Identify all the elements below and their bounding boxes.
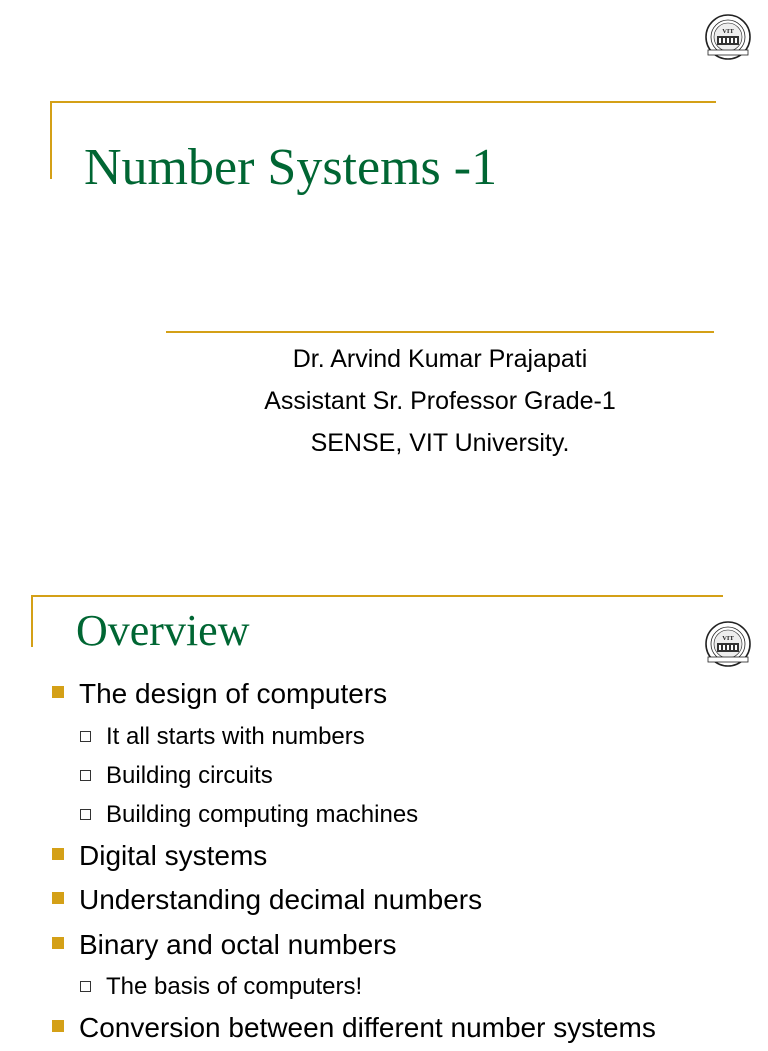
author-block: [166, 338, 714, 464]
sub-bullet-item: [0, 967, 768, 1006]
square-bullet-icon: [52, 937, 64, 949]
svg-text:VIT: VIT: [722, 635, 734, 642]
square-bullet-icon: [52, 848, 64, 860]
sub-bullet-text: Building circuits: [106, 761, 273, 789]
hollow-square-bullet-icon: [80, 731, 91, 742]
hollow-square-bullet-icon: [80, 981, 91, 992]
author-rule: [166, 331, 714, 333]
bullet-list: [0, 672, 768, 1051]
author-name: Dr. Arvind Kumar Prajapati: [292, 345, 588, 373]
author-position: Assistant Sr. Professor Grade-1: [264, 387, 616, 415]
hollow-square-bullet-icon: [80, 809, 91, 820]
author-affiliation: SENSE, VIT University.: [310, 429, 570, 457]
sub-bullet-text: It all starts with numbers: [106, 722, 365, 750]
square-bullet-icon: [52, 1020, 64, 1032]
bullet-item: [0, 923, 768, 968]
vit-logo-icon: [704, 620, 752, 668]
overview-slide: [0, 576, 768, 1043]
vit-logo-icon: [704, 13, 752, 61]
svg-text:VIT: VIT: [722, 28, 734, 35]
sub-bullet-text: Building computing machines: [106, 800, 419, 828]
overview-top-rule: [31, 595, 723, 597]
sub-bullet-item: [0, 795, 768, 834]
presentation-title: Number Systems -1: [84, 139, 498, 196]
bullet-item: [0, 878, 768, 923]
bullet-item: [0, 834, 768, 879]
bullet-text: Conversion between different number systems: [79, 1012, 656, 1043]
bullet-item: [0, 1006, 768, 1051]
bullet-text: Binary and octal numbers: [79, 928, 397, 960]
overview-left-rule: [31, 595, 33, 647]
sub-bullet-item: [0, 756, 768, 795]
title-top-rule: [50, 101, 716, 103]
sub-bullet-item: [0, 717, 768, 756]
sub-bullet-text: The basis of computers!: [106, 973, 363, 1000]
square-bullet-icon: [52, 686, 64, 698]
slide-title: Overview: [76, 606, 250, 655]
square-bullet-icon: [52, 892, 64, 904]
bullet-text: Understanding decimal numbers: [79, 884, 483, 915]
bullet-item: [0, 672, 768, 717]
bullet-text: The design of computers: [79, 678, 388, 709]
bullet-text: Digital systems: [79, 839, 268, 871]
title-left-rule: [50, 101, 52, 179]
hollow-square-bullet-icon: [80, 770, 91, 781]
